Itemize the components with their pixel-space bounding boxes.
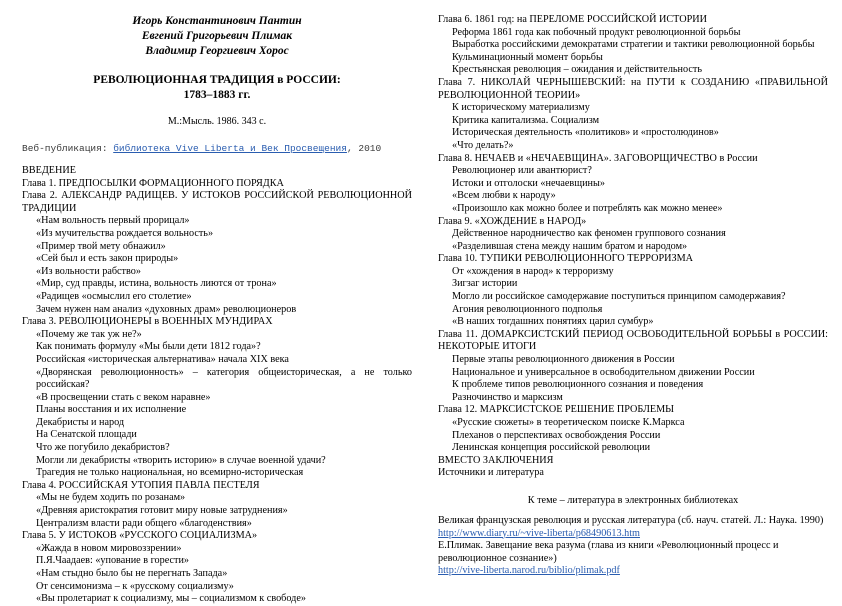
- toc-subsection[interactable]: «Радищев «осмыслил его столетие»: [36, 290, 192, 302]
- toc-subsection[interactable]: «Всем любви к народу»: [452, 190, 556, 202]
- toc-subsection[interactable]: «Нам стыдно было бы не перегнать Запада»: [36, 568, 228, 579]
- toc-subsection[interactable]: Действенное народничество как феномен группового сознания: [452, 228, 726, 240]
- title-line-1: РЕВОЛЮЦИОННАЯ ТРАДИЦИЯ в РОССИИ:: [93, 74, 341, 86]
- reference-item: [438, 540, 828, 578]
- toc-chapter[interactable]: Глава 7. НИКОЛАЙ ЧЕРНЫШЕВСКИЙ: на ПУТИ к СОЗДАНИЮ «ПРАВИЛЬНОЙ РЕВОЛЮЦИОННОЙ ТЕОРИИ»: [438, 76, 828, 101]
- toc-subsection[interactable]: «В наших тогдашних понятиях царил сумбур»: [452, 316, 654, 328]
- toc-chapter[interactable]: Глава 11. ДОМАРКСИСТСКИЙ ПЕРИОД ОСВОБОДИТЕЛЬНОЙ БОРЬБЫ в РОССИИ: НЕКОТОРЫЕ ИТОГИ: [438, 328, 828, 353]
- toc-subsection[interactable]: Зигзаг истории: [452, 278, 518, 290]
- toc-subsection[interactable]: Планы восстания и их исполнение: [36, 404, 187, 416]
- webpub-link[interactable]: библиотека Vive Liberta и Век Просвещения: [113, 143, 347, 154]
- toc-chapter[interactable]: Глава 8. НЕЧАЕВ и «НЕЧАЕВЩИНА». ЗАГОВОРЩИЧЕСТВО в России: [438, 152, 758, 164]
- toc-subsection[interactable]: «Русские сюжеты» в теоретическом поиске К.Маркса: [452, 417, 685, 428]
- toc-subsection[interactable]: Критика капитализма. Социализм: [452, 114, 600, 126]
- author-2: Евгений Григорьевич Плимак: [141, 30, 293, 42]
- reference-item: [438, 515, 828, 540]
- imprint: М.:Мысль. 1986. 343 с.: [167, 116, 267, 127]
- toc-subsection[interactable]: Революционер или авантюрист?: [452, 165, 592, 177]
- toc-chapter[interactable]: Глава 9. «ХОЖДЕНИЕ в НАРОД»: [438, 215, 587, 227]
- toc-subsection[interactable]: Как понимать формулу «Мы были дети 1812 года»?: [36, 341, 261, 353]
- toc-subsection[interactable]: «Почему же так уж не?»: [36, 328, 142, 340]
- toc-chapter[interactable]: Глава 2. АЛЕКСАНДР РАДИЩЕВ. У ИСТОКОВ РОССИЙСКОЙ РЕВОЛЮЦИОННОЙ ТРАДИЦИИ: [22, 190, 412, 214]
- references-list: [438, 515, 828, 578]
- toc-subsection[interactable]: Ленинская концепция российской революции: [452, 442, 651, 454]
- reference-text: Великая французская революция и русская литература (сб. науч. статей. Л.: Наука. 1990): [438, 514, 824, 526]
- toc-subsection[interactable]: Агония революционного подполья: [452, 303, 603, 315]
- toc-subsection[interactable]: «Что делать?»: [452, 139, 514, 151]
- toc-subsection[interactable]: «Жажда в новом мировоззрении»: [36, 542, 182, 554]
- webpub-suffix: , 2010: [346, 143, 382, 154]
- toc-subsection[interactable]: Крестьянская революция – ожидания и действительность: [452, 64, 702, 76]
- toc-subsection[interactable]: Могло ли российское самодержавие поступиться принципом самодержавия?: [452, 291, 786, 303]
- toc-subsection[interactable]: Плеханов о перспективах освобождения России: [452, 429, 661, 441]
- author-1: Игорь Константинович Пантин: [132, 15, 302, 27]
- document-title: [22, 73, 412, 103]
- toc-subsection[interactable]: «Пример твой мету обнажил»: [36, 240, 166, 252]
- table-of-contents-left: [22, 165, 412, 606]
- reference-link[interactable]: http://www.diary.ru/~vive-liberta/p68490613.htm: [438, 527, 640, 539]
- toc-subsection[interactable]: Кульминационный момент борьбы: [452, 51, 603, 63]
- toc-subsection[interactable]: Зачем нужен нам анализ «духовных драм» революционеров: [36, 303, 297, 315]
- right-column: [438, 14, 828, 586]
- toc-subsection[interactable]: К историческому материализму: [452, 102, 590, 114]
- author-3: Владимир Георгиевич Хорос: [145, 45, 289, 57]
- toc-subsection[interactable]: Декабристы и народ: [36, 416, 125, 428]
- toc-subsection[interactable]: Разночинство и марксизм: [452, 391, 563, 403]
- toc-subsection[interactable]: «Дворянская революционность» – категория общеисторическая, а не только российская?: [36, 366, 412, 391]
- toc-subsection[interactable]: «Мир, суд правды, истина, вольность лиются от трона»: [36, 278, 277, 290]
- two-column-layout: [22, 14, 828, 605]
- toc-chapter[interactable]: Глава 4. РОССИЙСКАЯ УТОПИЯ ПАВЛА ПЕСТЕЛЯ: [22, 479, 260, 491]
- toc-subsection[interactable]: «Нам вольность первый прорицал»: [36, 215, 190, 227]
- title-line-2: 1783–1883 гг.: [183, 89, 251, 101]
- web-publication-note: [22, 142, 412, 155]
- toc-chapter[interactable]: Глава 3. РЕВОЛЮЦИОНЕРЫ в ВОЕННЫХ МУНДИРАХ: [22, 316, 273, 328]
- toc-subsection[interactable]: «Разделившая стена между нашим братом и народом»: [452, 240, 688, 252]
- toc-chapter[interactable]: ВВЕДЕНИЕ: [22, 165, 76, 176]
- toc-subsection[interactable]: Выработка российскими демократами стратегии и тактики революционной борьбы: [452, 39, 815, 51]
- left-column: [22, 14, 412, 605]
- toc-chapter[interactable]: Глава 5. У ИСТОКОВ «РУССКОГО СОЦИАЛИЗМА»: [22, 530, 258, 542]
- references-heading: К теме – литература в электронных библиотеках: [527, 494, 739, 506]
- toc-subsection[interactable]: Реформа 1861 года как побочный продукт революционной борьбы: [452, 26, 741, 38]
- toc-subsection[interactable]: «Из вольности рабство»: [36, 265, 141, 277]
- toc-chapter[interactable]: Глава 10. ТУПИКИ РЕВОЛЮЦИОННОГО ТЕРРОРИЗМА: [438, 253, 693, 265]
- toc-subsection[interactable]: От «хождения в народ» к терроризму: [452, 265, 614, 277]
- authors-block: [22, 14, 412, 59]
- toc-subsection[interactable]: «Сей был и есть закон природы»: [36, 253, 179, 265]
- toc-subsection[interactable]: «Мы не будем ходить по розанам»: [36, 492, 186, 504]
- toc-chapter[interactable]: Глава 6. 1861 год: на ПЕРЕЛОМЕ РОССИЙСКОЙ ИСТОРИИ: [438, 14, 707, 25]
- webpub-prefix: Веб-публикация:: [22, 143, 114, 154]
- toc-chapter[interactable]: Глава 12. МАРКСИСТСКОЕ РЕШЕНИЕ ПРОБЛЕМЫ: [438, 404, 675, 416]
- toc-subsection[interactable]: На Сенатской площади: [36, 429, 137, 441]
- reference-text: Е.Плимак. Завещание века разума (глава из книги «Революционный процесс и революционное сознание»): [438, 540, 779, 564]
- toc-subsection[interactable]: «В просвещении стать с веком наравне»: [36, 391, 211, 403]
- toc-subsection[interactable]: «Вы пролетариат к социализму, мы – социализмом к свободе»: [36, 593, 306, 605]
- toc-subsection[interactable]: Российская «историческая альтернатива» начала XIX века: [36, 353, 289, 365]
- toc-subsection[interactable]: Что же погубило декабристов?: [36, 442, 170, 454]
- toc-chapter[interactable]: Глава 1. ПРЕДПОСЫЛКИ ФОРМАЦИОННОГО ПОРЯДКА: [22, 177, 284, 189]
- toc-subsection[interactable]: Национальное и универсальное в освободительном движении России: [452, 366, 755, 378]
- toc-subsection[interactable]: П.Я.Чаадаев: «упование в горести»: [36, 555, 189, 567]
- reference-link[interactable]: http://vive-liberta.narod.ru/biblio/plimak.pdf: [438, 565, 620, 577]
- table-of-contents-right: [438, 14, 828, 480]
- toc-subsection[interactable]: «Произошло как можно более и потреблять как можно менее»: [452, 202, 723, 214]
- toc-subsection[interactable]: «Из мучительства рождается вольность»: [36, 227, 214, 239]
- toc-subsection[interactable]: Историческая деятельность «политиков» и «простолюдинов»: [452, 127, 719, 139]
- toc-subsection[interactable]: «Древняя аристократия готовит миру новые затруднения»: [36, 505, 288, 517]
- toc-subsection[interactable]: Истоки и отголоски «нечаевщины»: [452, 177, 605, 189]
- toc-subsection[interactable]: От сенсимонизма – к «русскому социализму»: [36, 580, 234, 592]
- toc-subsection[interactable]: Первые этапы революционного движения в России: [452, 354, 675, 366]
- toc-subsection[interactable]: К проблеме типов революционного сознания и поведения: [452, 379, 704, 391]
- toc-subsection[interactable]: Трагедия не только национальная, но всемирно-историческая: [36, 467, 304, 479]
- toc-subsection[interactable]: Централизм власти ради общего «благоденствия»: [36, 517, 252, 529]
- toc-chapter[interactable]: Источники и литература: [438, 467, 544, 479]
- toc-subsection[interactable]: Могли ли декабристы «творить историю» в случае военной удачи?: [36, 454, 326, 466]
- toc-chapter[interactable]: ВМЕСТО ЗАКЛЮЧЕНИЯ: [438, 454, 554, 466]
